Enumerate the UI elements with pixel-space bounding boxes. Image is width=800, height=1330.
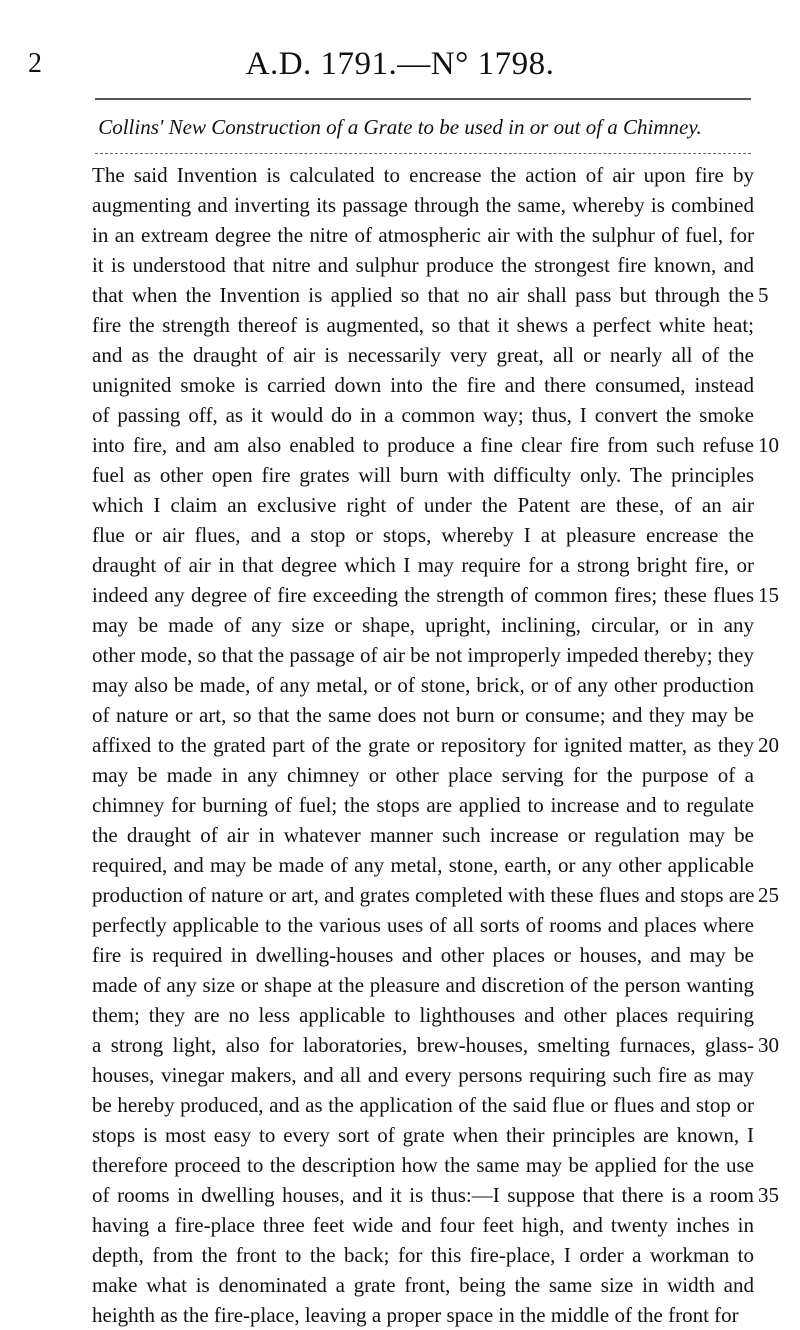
text-line: draught of air in that degree which I may require for a strong bright fire, or [92, 553, 754, 577]
text-line: stops is most easy to every sort of grate when their principles are known, I [92, 1123, 754, 1147]
text-line: that when the Invention is applied so that no air shall pass but through the [92, 283, 754, 307]
header-rule-bottom [95, 153, 751, 154]
text-line: of passing off, as it would do in a common way; thus, I convert the smoke [92, 403, 754, 427]
text-line: in an extream degree the nitre of atmospheric air with the sulphur of fuel, for [92, 223, 754, 247]
line-number: 20 [758, 733, 779, 757]
text-line: a strong light, also for laboratories, brew-houses, smelting furnaces, glass- [92, 1033, 754, 1057]
text-line: fire the strength thereof is augmented, so that it shews a perfect white heat; [92, 313, 754, 337]
header-rule-top [95, 98, 751, 100]
text-line: fire is required in dwelling-houses and other places or houses, and may be [92, 943, 754, 967]
text-line: augmenting and inverting its passage through the same, whereby is combined [92, 193, 754, 217]
text-line: of nature or art, so that the same does not burn or consume; and they may be [92, 703, 754, 727]
text-line: make what is denominated a grate front, being the same size in width and [92, 1273, 754, 1297]
line-number: 15 [758, 583, 779, 607]
line-number: 10 [758, 433, 779, 457]
text-line: required, and may be made of any metal, stone, earth, or any other applicable [92, 853, 754, 877]
text-line: heighth as the fire-place, leaving a proper space in the middle of the front for [92, 1303, 739, 1327]
text-line: which I claim an exclusive right of under the Patent are these, of an air [92, 493, 754, 517]
text-line: made of any size or shape at the pleasure and discretion of the person wanting [92, 973, 754, 997]
text-line: into fire, and am also enabled to produce a fine clear fire from such refuse [92, 433, 754, 457]
text-line: depth, from the front to the back; for this fire-place, I order a workman to [92, 1243, 754, 1267]
page-subtitle: Collins' New Construction of a Grate to be used in or out of a Chimney. [98, 115, 702, 139]
text-line: them; they are no less applicable to lighthouses and other places requiring [92, 1003, 754, 1027]
text-line: therefore proceed to the description how the same may be applied for the use [92, 1153, 754, 1177]
text-line: be hereby produced, and as the application of the said flue or flues and stop or [92, 1093, 754, 1117]
line-number: 35 [758, 1183, 779, 1207]
line-number: 5 [758, 283, 769, 307]
text-line: other mode, so that the passage of air be not improperly impeded thereby; they [92, 643, 754, 667]
text-line: perfectly applicable to the various uses of all sorts of rooms and places where [92, 913, 754, 937]
text-line: chimney for burning of fuel; the stops are applied to increase and to regulate [92, 793, 754, 817]
text-line: houses, vinegar makers, and all and every persons requiring such fire as may [92, 1063, 754, 1087]
text-line: may be made of any size or shape, upright, inclining, circular, or in any [92, 613, 754, 637]
text-line: may also be made, of any metal, or of stone, brick, or of any other production [92, 673, 754, 697]
line-number: 30 [758, 1033, 779, 1057]
page-number: 2 [28, 48, 42, 79]
page-title: A.D. 1791.—N° 1798. [245, 46, 555, 82]
text-line: the draught of air in whatever manner such increase or regulation may be [92, 823, 754, 847]
line-number: 25 [758, 883, 779, 907]
text-line: it is understood that nitre and sulphur produce the strongest fire known, and [92, 253, 754, 277]
text-line: flue or air flues, and a stop or stops, whereby I at pleasure encrease the [92, 523, 754, 547]
text-line: having a fire-place three feet wide and four feet high, and twenty inches in [92, 1213, 754, 1237]
text-line: affixed to the grated part of the grate or repository for ignited matter, as they [92, 733, 754, 757]
text-line: The said Invention is calculated to encrease the action of air upon fire by [92, 163, 754, 187]
text-line: indeed any degree of fire exceeding the strength of common fires; these flues [92, 583, 754, 607]
text-line: production of nature or art, and grates completed with these flues and stops are [92, 883, 755, 907]
text-line: fuel as other open fire grates will burn with difficulty only. The principles [92, 463, 754, 487]
text-line: and as the draught of air is necessarily very great, all or nearly all of the [92, 343, 754, 367]
text-line: may be made in any chimney or other place serving for the purpose of a [92, 763, 754, 787]
text-line: unignited smoke is carried down into the fire and there consumed, instead [92, 373, 754, 397]
text-line: of rooms in dwelling houses, and it is thus:—I suppose that there is a room [92, 1183, 754, 1207]
